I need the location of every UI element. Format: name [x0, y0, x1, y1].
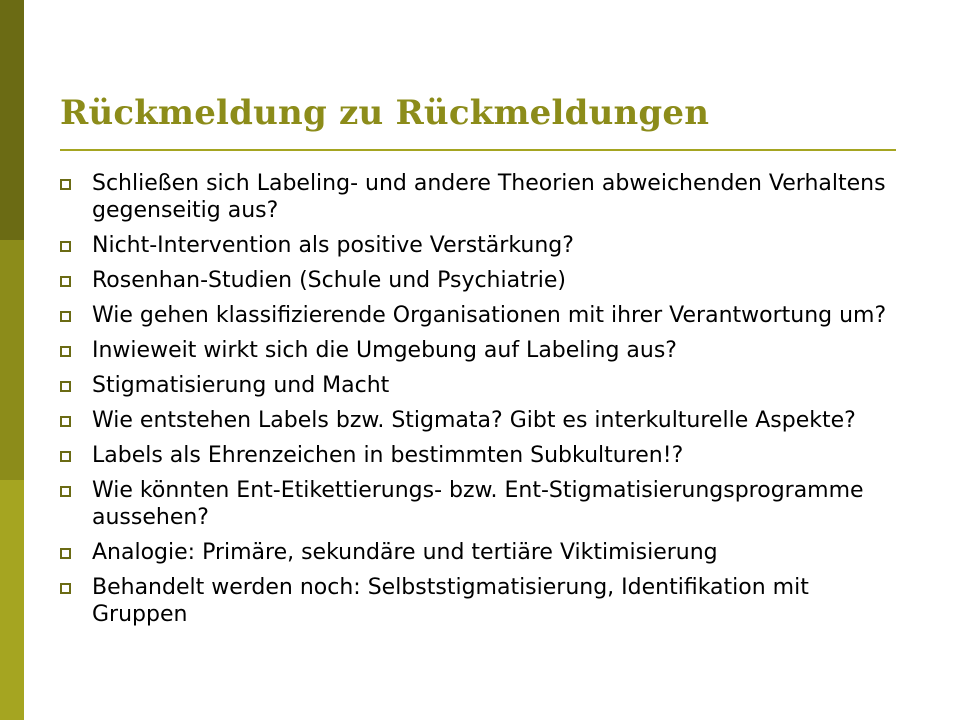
- square-bullet-icon: [60, 381, 71, 392]
- list-item: [60, 539, 910, 566]
- decorative-sidebar: [0, 0, 24, 720]
- list-item: [60, 232, 910, 259]
- list-item-text: Wie könnten Ent-Etikettierungs- bzw. Ent-Stigmatisierungsprogramme aussehen?: [92, 478, 864, 530]
- square-bullet-icon: [60, 548, 71, 559]
- square-bullet-icon: [60, 241, 71, 252]
- list-item: [60, 407, 910, 434]
- square-bullet-icon: [60, 486, 71, 497]
- square-bullet-icon: [60, 416, 71, 427]
- square-bullet-icon: [60, 451, 71, 462]
- list-item-text: Schließen sich Labeling- und andere Theorien abweichenden Verhaltens gegenseitig aus?: [92, 171, 886, 223]
- list-item-text: Analogie: Primäre, sekundäre und tertiäre Viktimisierung: [92, 540, 718, 565]
- list-item: [60, 337, 910, 364]
- list-item: [60, 372, 910, 399]
- list-item: [60, 574, 910, 628]
- list-item: [60, 267, 910, 294]
- square-bullet-icon: [60, 583, 71, 594]
- sidebar-segment-light: [0, 480, 24, 720]
- list-item-text: Wie entstehen Labels bzw. Stigmata? Gibt es interkulturelle Aspekte?: [92, 408, 856, 433]
- list-item-text: Rosenhan-Studien (Schule und Psychiatrie): [92, 268, 566, 293]
- list-item: [60, 477, 910, 531]
- list-item-text: Nicht-Intervention als positive Verstärkung?: [92, 233, 574, 258]
- square-bullet-icon: [60, 179, 71, 190]
- title-underline: [60, 149, 896, 151]
- list-item: [60, 170, 910, 224]
- square-bullet-icon: [60, 346, 71, 357]
- list-item: [60, 302, 910, 329]
- sidebar-segment-mid: [0, 240, 24, 480]
- square-bullet-icon: [60, 276, 71, 287]
- slide-title: Rückmeldung zu Rückmeldungen: [60, 93, 710, 133]
- list-item-text: Wie gehen klassifizierende Organisationen mit ihrer Verantwortung um?: [92, 303, 887, 328]
- sidebar-segment-dark: [0, 0, 24, 240]
- list-item: [60, 442, 910, 469]
- list-item-text: Stigmatisierung und Macht: [92, 373, 390, 398]
- square-bullet-icon: [60, 311, 71, 322]
- list-item-text: Labels als Ehrenzeichen in bestimmten Subkulturen!?: [92, 443, 684, 468]
- list-item-text: Inwieweit wirkt sich die Umgebung auf Labeling aus?: [92, 338, 677, 363]
- bullet-list: [60, 170, 910, 636]
- list-item-text: Behandelt werden noch: Selbststigmatisierung, Identifikation mit Gruppen: [92, 575, 809, 627]
